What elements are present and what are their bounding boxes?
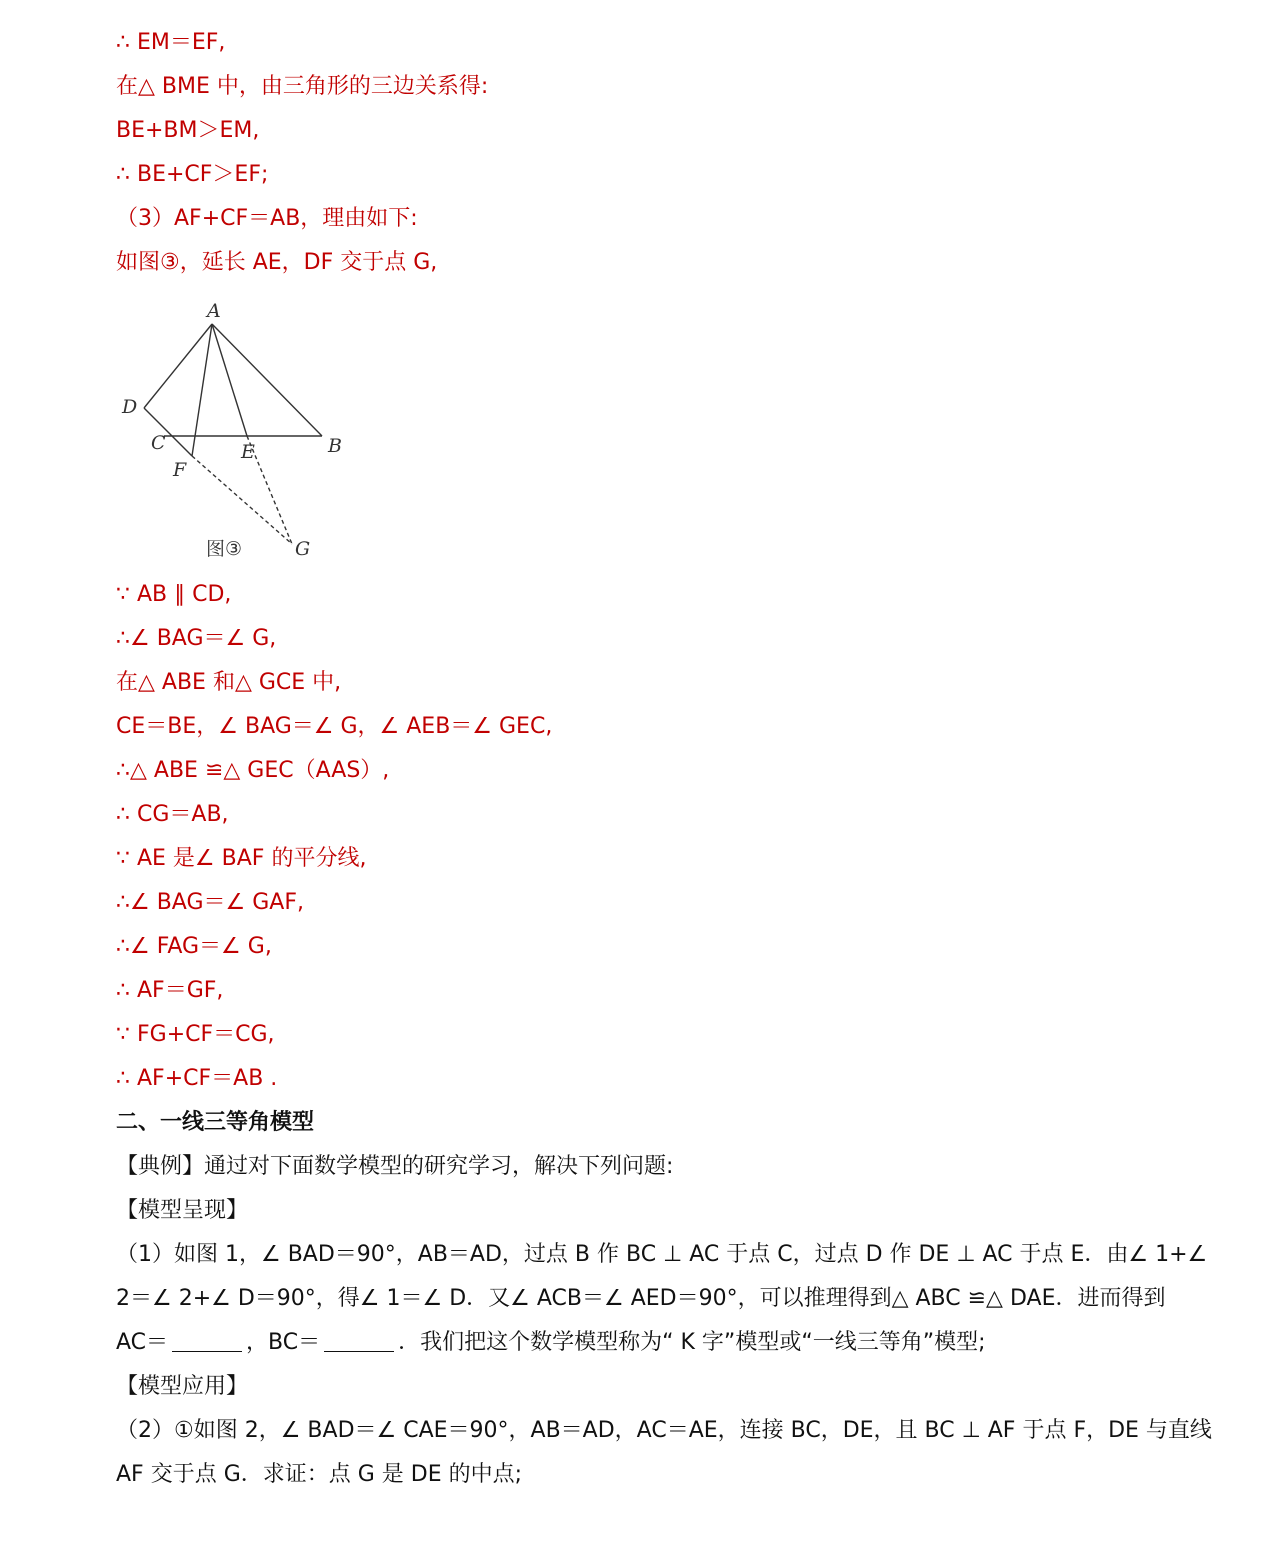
- proof-line: ∴∠ BAG＝∠ GAF,: [116, 890, 304, 915]
- point-label-f: F: [173, 459, 187, 481]
- segment-ab: [212, 324, 322, 436]
- proof-line: ∴∠ BAG＝∠ G,: [116, 626, 277, 651]
- q1-bc-label: ，BC＝: [246, 1330, 321, 1355]
- proof-line: ∴ CG＝AB,: [116, 802, 229, 827]
- proof-line: ∴△ ABE ≌△ GEC（AAS）,: [116, 758, 390, 783]
- section-title: 二、一线三等角模型: [116, 1110, 315, 1135]
- question-2-line-2: AF 交于点 G．求证：点 G 是 DE 的中点;: [116, 1462, 523, 1487]
- point-label-e: E: [241, 441, 255, 463]
- model-present-heading: 【模型呈现】: [116, 1198, 249, 1223]
- point-label-b: B: [328, 435, 342, 457]
- point-label-c: C: [151, 432, 166, 454]
- solution-line: BE+BM＞EM,: [116, 118, 260, 143]
- question-2-line-1: （2）①如图 2，∠ BAD＝∠ CAE＝90°，AB＝AD，AC＝AE，连接 BC，DE，且 BC ⊥ AF 于点 F，DE 与直线: [116, 1418, 1212, 1443]
- question-1-line-1: （1）如图 1，∠ BAD＝90°，AB＝AD，过点 B 作 BC ⊥ AC 于点 C，过点 D 作 DE ⊥ AC 于点 E．由∠ 1+∠: [116, 1242, 1208, 1267]
- answer-blank-bc: [324, 1331, 394, 1352]
- question-1-line-3: [116, 1328, 986, 1358]
- point-label-g: G: [295, 538, 311, 560]
- proof-line: ∴∠ FAG＝∠ G,: [116, 934, 272, 959]
- example-intro: 【典例】通过对下面数学模型的研究学习，解决下列问题:: [116, 1154, 674, 1179]
- point-label-d: D: [122, 396, 138, 418]
- question-1-line-2: 2＝∠ 2+∠ D＝90°，得∠ 1＝∠ D．又∠ ACB＝∠ AED＝90°，可以推理得到△ ABC ≌△ DAE．进而得到: [116, 1286, 1166, 1311]
- point-label-a: A: [207, 300, 221, 322]
- solution-line: 在△ BME 中，由三角形的三边关系得:: [116, 74, 489, 99]
- model-apply-heading: 【模型应用】: [116, 1374, 249, 1399]
- proof-line: ∵ FG+CF＝CG,: [116, 1022, 275, 1047]
- proof-line: ∴ AF＝GF,: [116, 978, 224, 1003]
- q1-model-text: ．我们把这个数学模型称为“ K 字”模型或“一线三等角”模型;: [398, 1330, 986, 1355]
- proof-line: CE＝BE，∠ BAG＝∠ G，∠ AEB＝∠ GEC,: [116, 714, 553, 739]
- proof-line: ∵ AE 是∠ BAF 的平分线,: [116, 846, 367, 871]
- answer-blank-ac: [172, 1331, 242, 1352]
- proof-line: ∵ AB ∥ CD,: [116, 582, 232, 607]
- solution-line: （3）AF+CF＝AB，理由如下:: [116, 206, 418, 231]
- solution-line: ∴ EM＝EF,: [116, 30, 226, 55]
- proof-line: ∴ AF+CF＝AB .: [116, 1066, 278, 1091]
- solution-line: 如图③，延长 AE，DF 交于点 G,: [116, 250, 438, 275]
- figure-caption: 图③: [206, 538, 243, 560]
- geometry-figure-3: [110, 296, 370, 566]
- proof-line: 在△ ABE 和△ GCE 中,: [116, 670, 342, 695]
- segment-ae: [212, 324, 247, 436]
- solution-line: ∴ BE+CF＞EF;: [116, 162, 269, 187]
- q1-ac-label: AC＝: [116, 1330, 169, 1355]
- segment-fg: [192, 456, 292, 544]
